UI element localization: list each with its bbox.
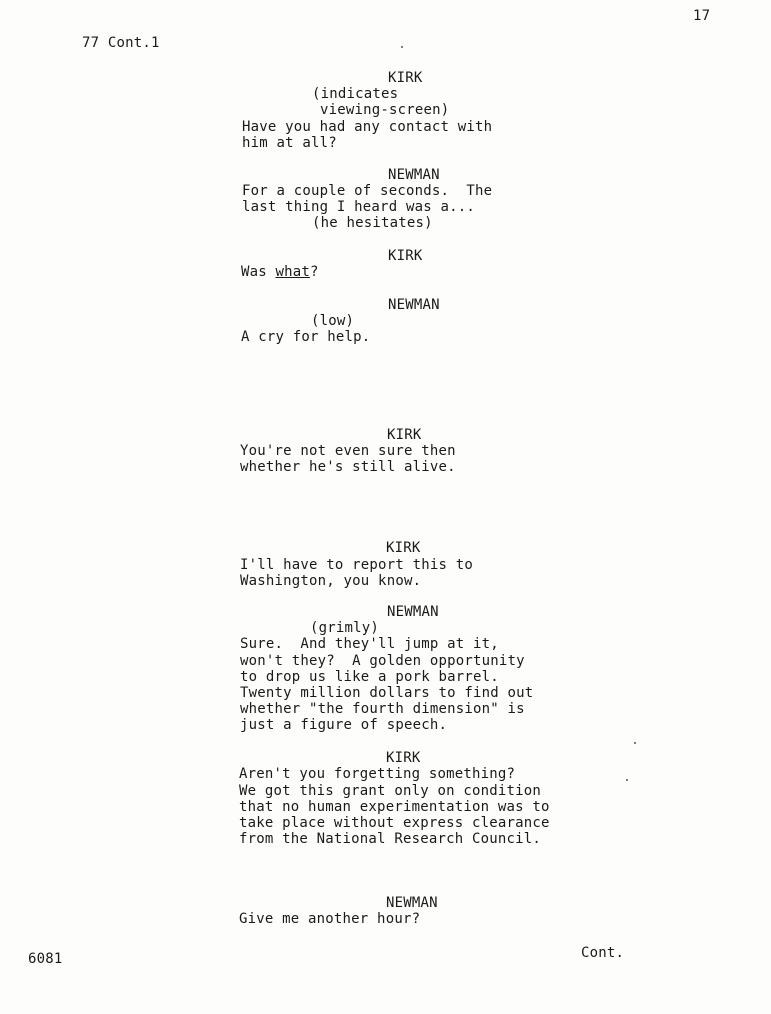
- dialogue-line: You're not even sure then: [240, 443, 456, 459]
- dialogue-line: just a figure of speech.: [240, 717, 448, 733]
- parenthetical: (indicates: [312, 86, 399, 102]
- character-name: KIRK: [387, 427, 422, 443]
- footer-code: 6081: [28, 951, 63, 967]
- dialogue-line: to drop us like a pork barrel.: [240, 669, 499, 685]
- dialogue-line: Have you had any contact with: [242, 119, 493, 135]
- parenthetical: viewing-screen): [320, 102, 450, 118]
- dialogue-line: whether he's still alive.: [240, 459, 456, 475]
- character-name: KIRK: [388, 248, 423, 264]
- continued-marker: Cont.: [581, 945, 625, 961]
- dialogue-text: Was: [241, 264, 276, 280]
- dialogue-line: We got this grant only on condition: [239, 783, 542, 799]
- dialogue-line: For a couple of seconds. The: [242, 183, 493, 199]
- dialogue-line: Washington, you know.: [240, 573, 422, 589]
- dialogue-line: that no human experimentation was to: [239, 799, 550, 815]
- dialogue-line: take place without express clearance: [239, 815, 550, 831]
- dialogue-line: Twenty million dollars to find out: [240, 685, 534, 701]
- parenthetical: (grimly): [310, 620, 380, 636]
- dialogue-line: Sure. And they'll jump at it,: [240, 636, 499, 652]
- dialogue-line: I'll have to report this to: [240, 557, 473, 573]
- dialogue-line: [241, 264, 319, 280]
- page-number: 17: [693, 8, 711, 24]
- dialogue-line: last thing I heard was a...: [242, 199, 475, 215]
- dialogue-line: from the National Research Council.: [239, 831, 542, 847]
- underlined-word: what: [275, 264, 311, 280]
- dialogue-line: A cry for help.: [241, 329, 371, 345]
- parenthetical: (he hesitates): [312, 215, 433, 231]
- character-name: NEWMAN: [388, 297, 440, 313]
- page-speck: [626, 779, 628, 781]
- character-name: NEWMAN: [388, 167, 440, 183]
- character-name: NEWMAN: [387, 604, 439, 620]
- character-name: NEWMAN: [386, 895, 438, 911]
- dialogue-line: Aren't you forgetting something?: [239, 766, 516, 782]
- parenthetical: (low): [311, 313, 355, 329]
- scene-header: 77 Cont.1: [82, 35, 160, 51]
- page-speck: [401, 46, 403, 48]
- dialogue-text: ?: [310, 264, 319, 280]
- page-speck: [634, 742, 636, 744]
- dialogue-line: Give me another hour?: [239, 911, 421, 927]
- dialogue-line: him at all?: [242, 135, 337, 151]
- character-name: KIRK: [386, 540, 421, 556]
- dialogue-line: whether "the fourth dimension" is: [240, 701, 525, 717]
- character-name: KIRK: [386, 750, 421, 766]
- dialogue-line: won't they? A golden opportunity: [240, 653, 525, 669]
- character-name: KIRK: [388, 70, 423, 86]
